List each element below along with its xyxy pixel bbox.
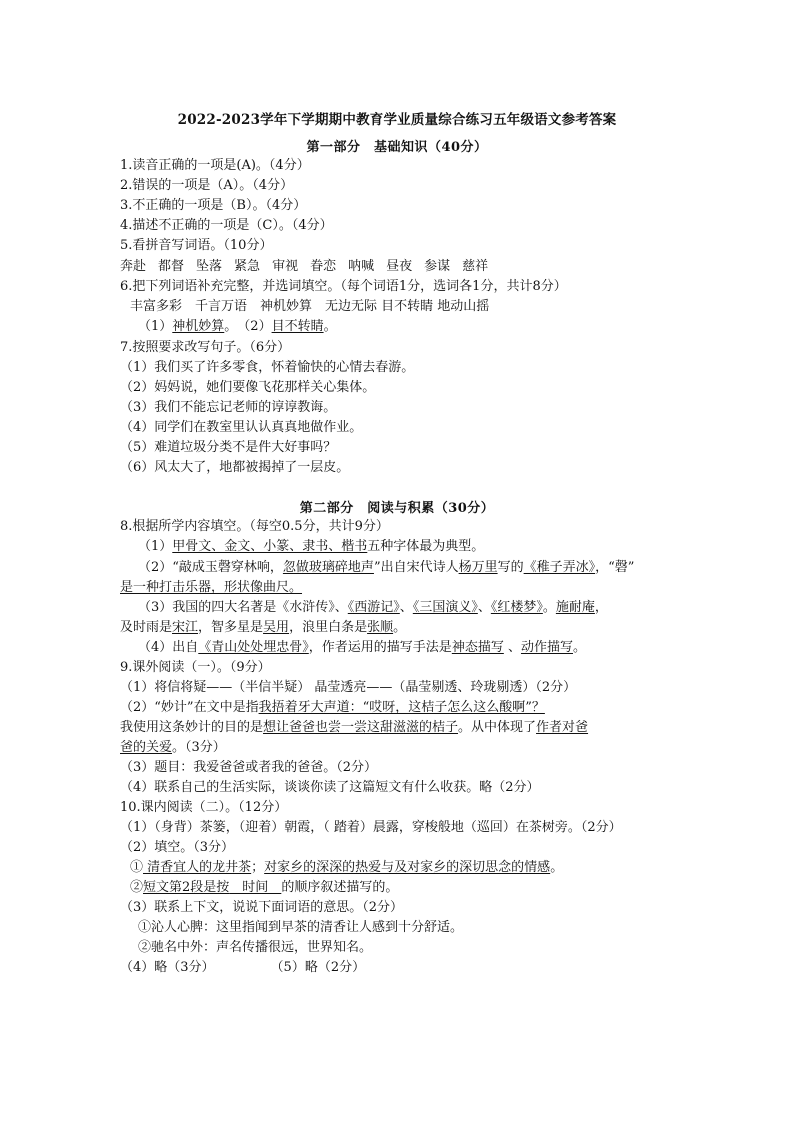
item-text: ，作者运用的描写手法是 [308, 640, 452, 655]
question-6: 6.把下列词语补充完整，并选词填空。（每个词语1分，选词各1分，共计8分） [120, 279, 567, 294]
question-8-4 [138, 638, 586, 658]
page-title: 2022-2023学年下学期期中教育学业质量综合练习五年级语文参考答案 [177, 112, 617, 128]
fill-answer: 杨万里 [458, 560, 498, 575]
item-text: ，浪里白条是 [289, 620, 368, 635]
item-text: ，“磬” [595, 560, 635, 575]
question-10-2: （2）填空。（3分） [120, 840, 235, 855]
fill-answer: 时间 [229, 880, 282, 895]
item-text: （4）略（3分） [120, 960, 215, 975]
question-7-item: （4）同学们在教室里认认真真地做作业。 [120, 420, 363, 435]
question-8-3-cont [120, 618, 406, 638]
question-10-3: （3）联系上下文，说说下面词语的意思。（2分） [120, 900, 404, 915]
question-3: 3.不正确的一项是（B）。（4分） [120, 198, 307, 213]
question-9-2-cont [120, 718, 588, 738]
question-4: 4.描述不正确的一项是（C）。（4分） [120, 218, 333, 233]
item-label: ① [130, 860, 144, 875]
fill-answer: 忽做玻璃碎地声 [282, 560, 374, 575]
question-8-1 [138, 537, 484, 557]
question-9-2 [120, 698, 545, 718]
item-text: （2）“妙计”在文中是指 [120, 700, 259, 715]
fill-answer: 张顺 [367, 620, 394, 635]
fill-answer: 作者对爸 [536, 720, 589, 735]
item-text: ， [594, 600, 608, 615]
item-text: ，智多星是 [198, 620, 264, 635]
question-10: 10.课内阅读（二）。（12分） [120, 800, 288, 815]
question-5-answers [120, 257, 488, 277]
question-6-fill [138, 317, 337, 337]
item-text: （3）我国的四大名著是《水浒传》、 [138, 600, 348, 615]
question-10-1: （1）（身背）茶篓，（迎着）朝霞，（ 踏着）晨露，穿梭般地（巡回）在茶树旁。（2分） [120, 820, 622, 835]
fill-answer: 是一种打击乐器，形状像曲尺。 [120, 580, 303, 595]
item-label: ② [130, 880, 144, 895]
item-text: 、 [399, 600, 413, 615]
item-text: 、 [477, 600, 491, 615]
item-text: 的顺序叙述描写的。 [281, 880, 399, 895]
item-text: 、 [503, 640, 521, 655]
question-7-item: （6）风太大了，地都被揭掉了一层皮。 [120, 460, 350, 475]
question-6-words: 丰富多彩 千言万语 神机妙算 无边无际 目不转睛 地动山摇 [130, 299, 490, 314]
fill-answer: 对家乡的深深的热爱与及对家乡的深切思念的情感 [264, 860, 551, 875]
question-8-3 [138, 598, 608, 618]
item-text: 。（3分） [172, 740, 226, 755]
question-8-2 [138, 558, 634, 578]
question-2: 2.错误的一项是（A）。（4分） [120, 178, 294, 193]
fill-punct: 。 [323, 319, 337, 334]
fill-label: （1） [138, 319, 173, 334]
fill-answer: 甲骨文、金文、小篆、隶书、楷书 [172, 539, 368, 554]
question-10-3-2: ②驰名中外：声名传播很远，世界知名。 [138, 940, 373, 955]
fill-answer: 短文第2段是按 [143, 880, 230, 895]
fill-answer: 《稚子弄冰》 [523, 560, 596, 575]
word-answer: 都督 [158, 259, 185, 274]
question-10-2-1 [130, 858, 563, 878]
fill-answer: 吴用 [263, 620, 290, 635]
question-7-item: （5）难道垃圾分类不是件大好事吗？ [120, 440, 337, 455]
item-text: 。 [572, 640, 586, 655]
item-label: （1） [138, 539, 173, 554]
item-text: 写的 [497, 560, 524, 575]
word-answer: 奔赴 [120, 259, 147, 274]
item-text: 及时雨是 [120, 620, 173, 635]
item-text: （2）“敲成玉磬穿林响， [138, 560, 283, 575]
fill-answer: 《三国演义》 [412, 600, 478, 615]
item-text: 五种字体最为典型。 [367, 539, 485, 554]
question-8: 8.根据所学内容填空。（每空0.5分，共计9分） [120, 519, 389, 534]
question-8-2-cont [120, 578, 302, 598]
question-7-item: （3）我们不能忘记老师的谆谆教诲。 [120, 400, 337, 415]
fill-answer: 动作描写 [520, 640, 573, 655]
question-5: 5.看拼音写词语。（10分） [120, 238, 273, 253]
question-10-4-5 [120, 958, 365, 978]
item-text: （4）出自 [138, 640, 199, 655]
fill-answer: 神机妙算 [172, 319, 225, 334]
word-answer: 审视 [272, 259, 299, 274]
item-text: ； [251, 860, 265, 875]
item-text: 。从中体现了 [458, 720, 537, 735]
question-10-3-1: ①沁人心脾：这里指闻到早茶的清香让人感到十分舒适。 [138, 920, 464, 935]
question-9-3: （3）题目：我爱爸爸或者我的爸爸。（2分） [120, 760, 378, 775]
question-7: 7.按照要求改写句子。（6分） [120, 340, 291, 355]
fill-answer: 清香宜人的龙井茶 [143, 860, 252, 875]
fill-answer: 神态描写 [451, 640, 504, 655]
fill-answer: 《西游记》 [347, 600, 400, 615]
section-heading-part2: 第二部分 阅读与积累（30分） [299, 501, 495, 516]
item-text: （5）略（2分） [270, 960, 366, 975]
question-7-item: （1）我们买了许多零食，怀着愉快的心情去春游。 [120, 360, 415, 375]
item-text: 。 [393, 620, 407, 635]
question-10-2-2 [130, 878, 398, 898]
question-1: 1.读音正确的一项是(A)。（4分） [120, 158, 310, 173]
item-text: 。 [542, 600, 556, 615]
fill-answer: 施耐庵 [555, 600, 595, 615]
word-answer: 眷恋 [310, 259, 337, 274]
fill-answer: 宋江 [172, 620, 199, 635]
item-text: ”出自宋代诗人 [373, 560, 459, 575]
question-9-2-cont2 [120, 738, 226, 758]
fill-answer: 爸的关爱 [120, 740, 173, 755]
fill-answer: 《红楼梦》 [490, 600, 543, 615]
word-answer: 参谋 [424, 259, 451, 274]
word-answer: 呐喊 [348, 259, 375, 274]
fill-answer: 目不转睛 [271, 319, 324, 334]
question-9: 9.课外阅读（一）。（9分） [120, 660, 271, 675]
question-9-1: （1）将信将疑——（半信半疑） 晶莹透亮——（晶莹剔透、玲珑剔透）（2分） [120, 680, 577, 695]
fill-answer: 想让爸爸也尝一尝这甜滋滋的桔子 [263, 720, 459, 735]
fill-answer: 《青山处处埋忠骨》 [198, 640, 309, 655]
fill-answer: 我捂着牙大声道：“哎呀，这桔子怎么这么酸啊”？ [258, 700, 545, 715]
fill-label: 。 （2） [224, 319, 272, 334]
word-answer: 慈祥 [462, 259, 489, 274]
question-7-item: （2）妈妈说，她们要像飞花那样关心集体。 [120, 380, 376, 395]
item-text: 我使用这条妙计的目的是 [120, 720, 264, 735]
section-heading-part1: 第一部分 基础知识（40分） [306, 140, 488, 155]
question-9-4: （4）联系自己的生活实际，谈谈你读了这篇短文有什么收获。略（2分） [120, 780, 540, 795]
word-answer: 昼夜 [386, 259, 413, 274]
item-text: 。 [550, 860, 564, 875]
word-answer: 紧急 [234, 259, 261, 274]
word-answer: 坠落 [196, 259, 223, 274]
